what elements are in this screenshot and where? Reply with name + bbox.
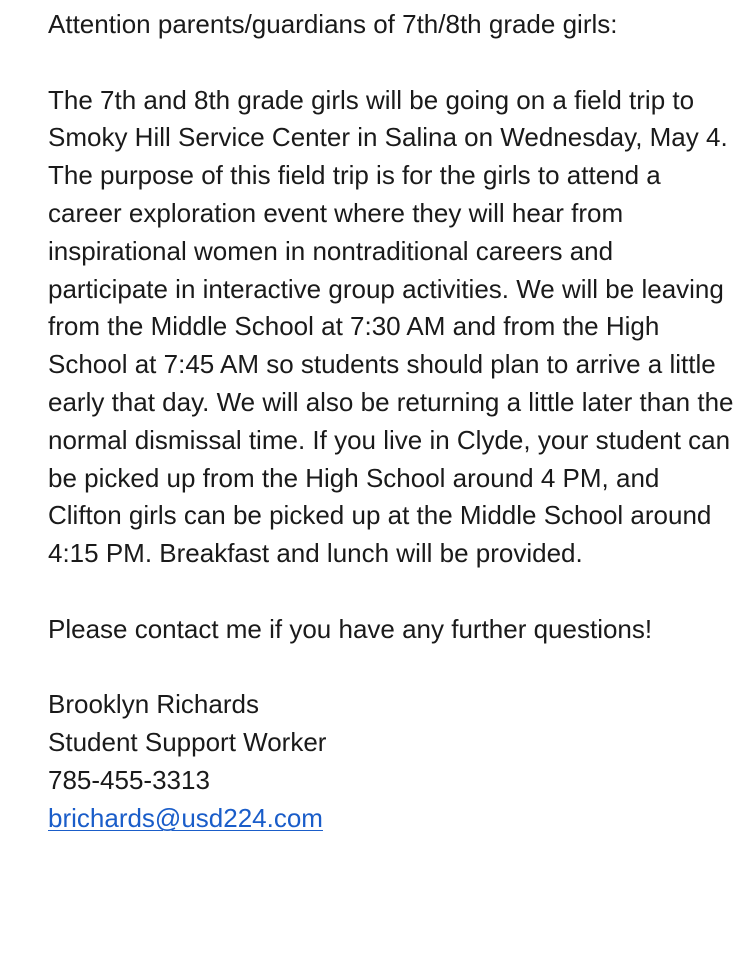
signature-title: Student Support Worker xyxy=(48,727,327,758)
signature-block xyxy=(48,686,738,837)
signature-phone[interactable]: 785-455-3313 xyxy=(48,764,210,795)
signature-name: Brooklyn Richards xyxy=(48,689,259,720)
closing-text: Please contact me if you have any further questions! xyxy=(48,613,653,644)
paragraph-spacer xyxy=(48,44,738,82)
paragraph-spacer xyxy=(48,649,738,687)
body-paragraph: The 7th and 8th grade girls will be going on a field trip to Smoky Hill Service Center in Salina on Wednesday, May 4. The purpose of this field trip is for the girls to attend a career exploration event where they will hear from inspirational women in nontraditional careers and participate in interactive group activities. We will be leaving from the Middle School at 7:30 AM and from the High School at 7:45 AM so students should plan to arrive a little early that day. We will also be returning a little later than the normal dismissal time. If you live in Clyde, your student can be picked up from the High School around 4 PM, and Clifton girls can be picked up at the Middle School around 4:15 PM. Breakfast and lunch will be provided. xyxy=(48,84,734,569)
signature-email-link[interactable]: brichards@usd224.com xyxy=(48,802,323,833)
paragraph-spacer xyxy=(48,573,738,611)
message-body xyxy=(48,6,738,838)
greeting-text: Attention parents/guardians of 7th/8th grade girls: xyxy=(48,9,618,39)
